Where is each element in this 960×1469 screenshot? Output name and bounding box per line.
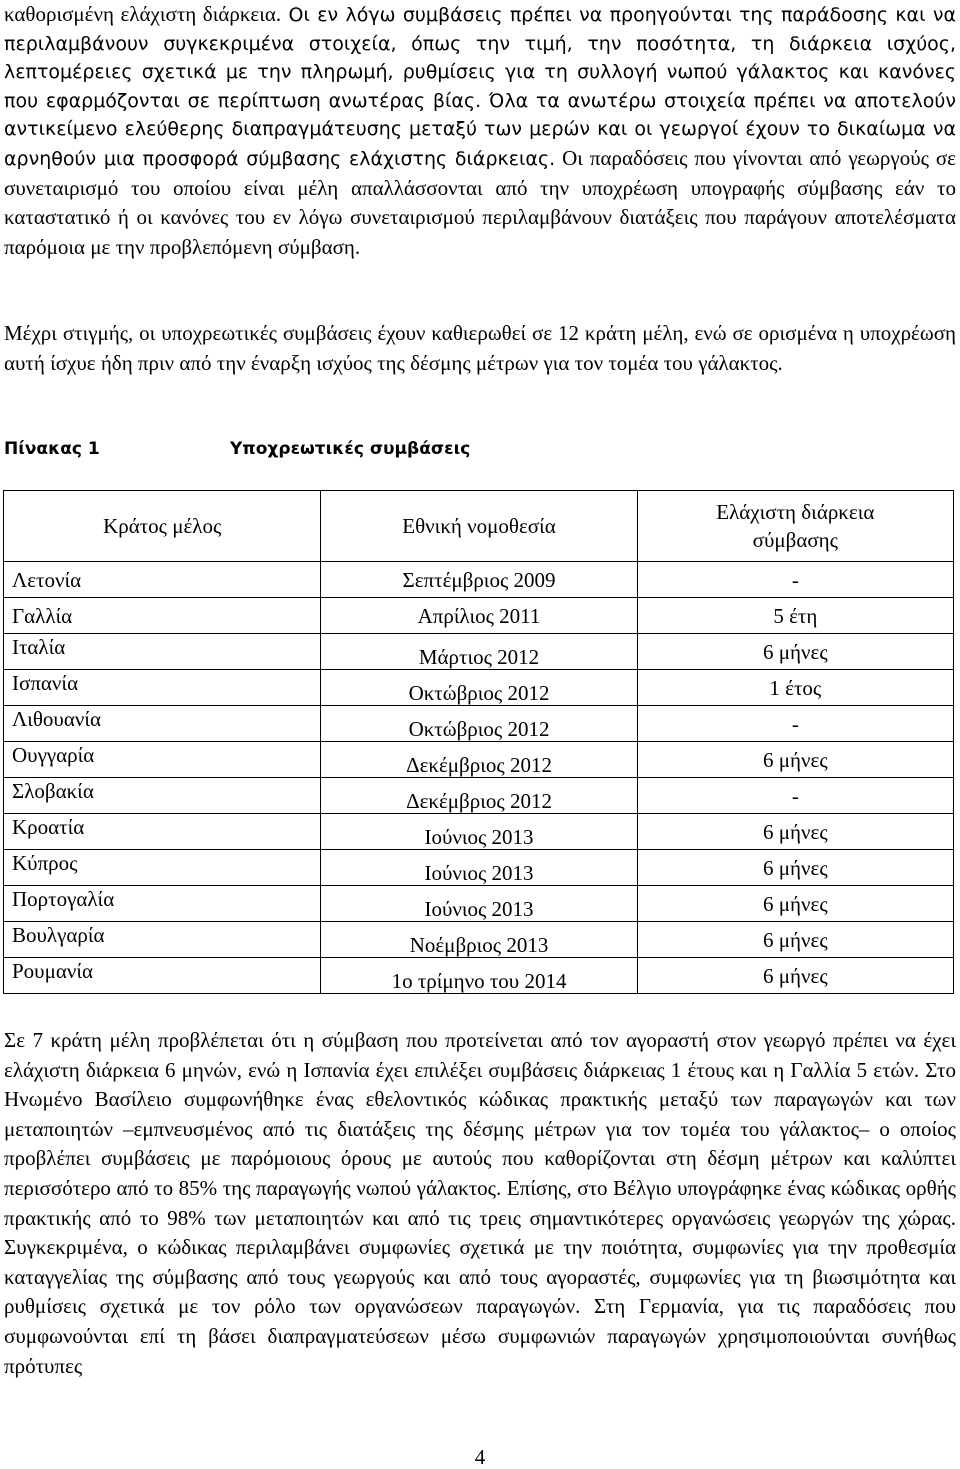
header-national-legislation: Εθνική νομοθεσία — [321, 491, 637, 562]
cell-member-state: Γαλλία — [4, 598, 321, 634]
cell-legislation-text: Ιούνιος 2013 — [424, 824, 534, 849]
cell-legislation-text: Οκτώβριος 2012 — [408, 716, 550, 741]
table-row — [4, 598, 954, 634]
table-row — [4, 562, 954, 598]
cell-legislation — [321, 706, 637, 742]
paragraph-fragment-cooperatives: Οι παραδόσεις που γίνονται από γεωργούς σε συνεταιρισμό του οποίου είναι μέλη απαλλάσσονται από την υποχρέωση υπογραφής σύμβασης εάν το καταστατικό ή οι κανόνες του εν λόγω συνεταιρισμού περιλαμβάνουν διατάξεις που παράγουν αποτελέσματα παρόμοια με την προβλεπόμενη σύμβαση. — [4, 145, 956, 259]
header-minimum-duration — [637, 491, 953, 562]
page-number: 4 — [474, 1445, 486, 1469]
cell-duration: 5 έτη — [637, 598, 953, 634]
cell-member-state — [4, 886, 321, 922]
cell-legislation — [321, 886, 637, 922]
cell-legislation: Σεπτέμβριος 2009 — [321, 562, 637, 598]
cell-duration: - — [637, 562, 953, 598]
cell-legislation-text: Δεκέμβριος 2012 — [406, 788, 552, 813]
cell-legislation-text: Νοέμβριος 2013 — [409, 932, 549, 957]
table-row — [4, 850, 954, 886]
cell-member-state — [4, 922, 321, 958]
cell-legislation — [321, 742, 637, 778]
cell-duration: 6 μήνες — [637, 886, 953, 922]
cell-duration: - — [637, 706, 953, 742]
cell-legislation-text: 1ο τρίμηνο του 2014 — [391, 968, 567, 993]
cell-member-state-text: Ουγγαρία — [12, 742, 95, 767]
table-header-row — [4, 491, 954, 562]
cell-member-state-text: Ρουμανία — [12, 958, 93, 983]
table-caption-number: Πίνακας 1 — [4, 439, 100, 459]
paragraph-other-member-states: Σε 7 κράτη μέλη προβλέπεται ότι η σύμβαση που προτείνεται από τον αγοραστή στον γεωργό πρέπει να έχει ελάχιστη διάρκεια 6 μηνών, ενώ η Ισπανία έχει επιλέξει συμβάσεις διάρκειας 1 έτους και η Γαλλία 5 ετών. Στο Ηνωμένο Βασίλειο συμφωνήθηκε ένας εθελοντικός κώδικας πρακτικής μεταξύ των παραγωγών και των μεταποιητών –εμπνευσμένος από τις διατάξεις της δέσμης μέτρων για τον τομέα του γάλακτος– ο οποίος προβλέπει συμβάσεις με παρόμοιους όρους με αυτούς που καθορίζονται στη δέσμη μέτρων και καλύπτει περισσότερο από το 85% της παραγωγής νωπού γάλακτος. Επίσης, στο Βέλγιο υπογράφηκε ένας κώδικας ορθής πρακτικής από το 98% των μεταποιητών και από τις τρεις σημαντικότερες οργανώσεις γεωργών της χώρας. Συγκεκριμένα, ο κώδικας περιλαμβάνει συμφωνίες σχετικά με την ποιότητα, συμφωνίες για την προθεσμία καταγγελίας της σύμβασης από τους γεωργούς και από τους αγοραστές, συμφωνίες για τη βιωσιμότητα και ρυθμίσεις σχετικά με τον ρόλο των οργανώσεων παραγωγών. Στη Γερμανία, για τις παραδόσεις που συμφωνούνται επί τη βάσει διαπραγματεύσεων μέσω συμφωνιών παραγωγών χρησιμοποιούνται συνήθως πρότυπες — [4, 1028, 956, 1378]
cell-legislation-text: Ιούνιος 2013 — [424, 860, 534, 885]
cell-duration: 6 μήνες — [637, 850, 953, 886]
table-row — [4, 742, 954, 778]
cell-legislation-text: Οκτώβριος 2012 — [408, 680, 550, 705]
cell-member-state — [4, 706, 321, 742]
cell-member-state — [4, 958, 321, 994]
cell-duration: 6 μήνες — [637, 958, 953, 994]
cell-legislation — [321, 634, 637, 670]
paragraph-fragment-serif: καθορισμένη ελάχιστη διάρκεια. — [4, 2, 282, 26]
cell-member-state — [4, 670, 321, 706]
cell-duration: 1 έτος — [637, 670, 953, 706]
paragraph-contract-requirements — [4, 0, 956, 262]
table-row — [4, 634, 954, 670]
table-row — [4, 706, 954, 742]
cell-member-state-text: Ισπανία — [12, 670, 79, 695]
cell-member-state — [4, 850, 321, 886]
table-row — [4, 670, 954, 706]
cell-legislation — [321, 850, 637, 886]
table-row — [4, 922, 954, 958]
cell-member-state — [4, 634, 321, 670]
cell-legislation-text: Ιούνιος 2013 — [424, 896, 534, 921]
paragraph-member-states-count: Μέχρι στιγμής, οι υποχρεωτικές συμβάσεις έχουν καθιερωθεί σε 12 κράτη μέλη, ενώ σε ορισμένα η υποχρέωση αυτή ίσχυε ήδη πριν από την έναρξη ισχύος της δέσμης μέτρων για τον τομέα του γάλακτος. — [4, 321, 956, 375]
table-row — [4, 778, 954, 814]
cell-member-state-text: Κροατία — [12, 814, 85, 839]
cell-legislation — [321, 922, 637, 958]
mandatory-contracts-table — [3, 490, 954, 994]
cell-member-state-text: Πορτογαλία — [12, 886, 115, 911]
header-member-state: Κράτος μέλος — [4, 491, 321, 562]
cell-duration: 6 μήνες — [637, 742, 953, 778]
table-row — [4, 814, 954, 850]
cell-member-state — [4, 778, 321, 814]
table-row — [4, 958, 954, 994]
cell-member-state — [4, 814, 321, 850]
cell-member-state-text: Βουλγαρία — [12, 922, 105, 947]
cell-member-state — [4, 742, 321, 778]
table-caption-title: Υποχρεωτικές συμβάσεις — [230, 439, 471, 459]
cell-legislation: Απρίλιος 2011 — [321, 598, 637, 634]
paragraph-fragment-main: Οι εν λόγω συμβάσεις πρέπει να προηγούνται της παράδοσης και να περιλαμβάνουν συγκεκριμένα στοιχεία, όπως την τιμή, την ποσότητα, τη διάρκεια ισχύος, λεπτομέρειες σχετικά με την πληρωμή, ρυθμίσεις για τη συλλογή νωπού γάλακτος και κανόνες που εφαρμόζονται σε περίπτωση ανωτέρας βίας. Όλα τα ανωτέρω στοιχεία πρέπει να αποτελούν αντικείμενο ελεύθερης διαπραγμάτευσης μεταξύ των μερών και οι γεωργοί έχουν το δικαίωμα να αρνηθούν μια προσφορά σύμβασης ελάχιστης διάρκειας. — [4, 4, 956, 170]
cell-member-state-text: Σλοβακία — [12, 778, 94, 803]
cell-legislation — [321, 670, 637, 706]
cell-member-state-text: Κύπρος — [12, 850, 78, 875]
cell-duration: 6 μήνες — [637, 634, 953, 670]
cell-legislation-text: Μάρτιος 2012 — [418, 644, 540, 669]
cell-legislation — [321, 814, 637, 850]
table-row — [4, 886, 954, 922]
cell-legislation-text: Δεκέμβριος 2012 — [406, 752, 552, 777]
header-minimum-duration-text: Ελάχιστη διάρκεια σύμβασης — [716, 500, 875, 552]
cell-duration: 6 μήνες — [637, 814, 953, 850]
cell-duration: - — [637, 778, 953, 814]
cell-legislation — [321, 778, 637, 814]
cell-member-state: Λετονία — [4, 562, 321, 598]
cell-member-state-text: Ιταλία — [12, 634, 66, 659]
cell-duration: 6 μήνες — [637, 922, 953, 958]
cell-member-state-text: Λιθουανία — [12, 706, 101, 731]
cell-legislation — [321, 958, 637, 994]
